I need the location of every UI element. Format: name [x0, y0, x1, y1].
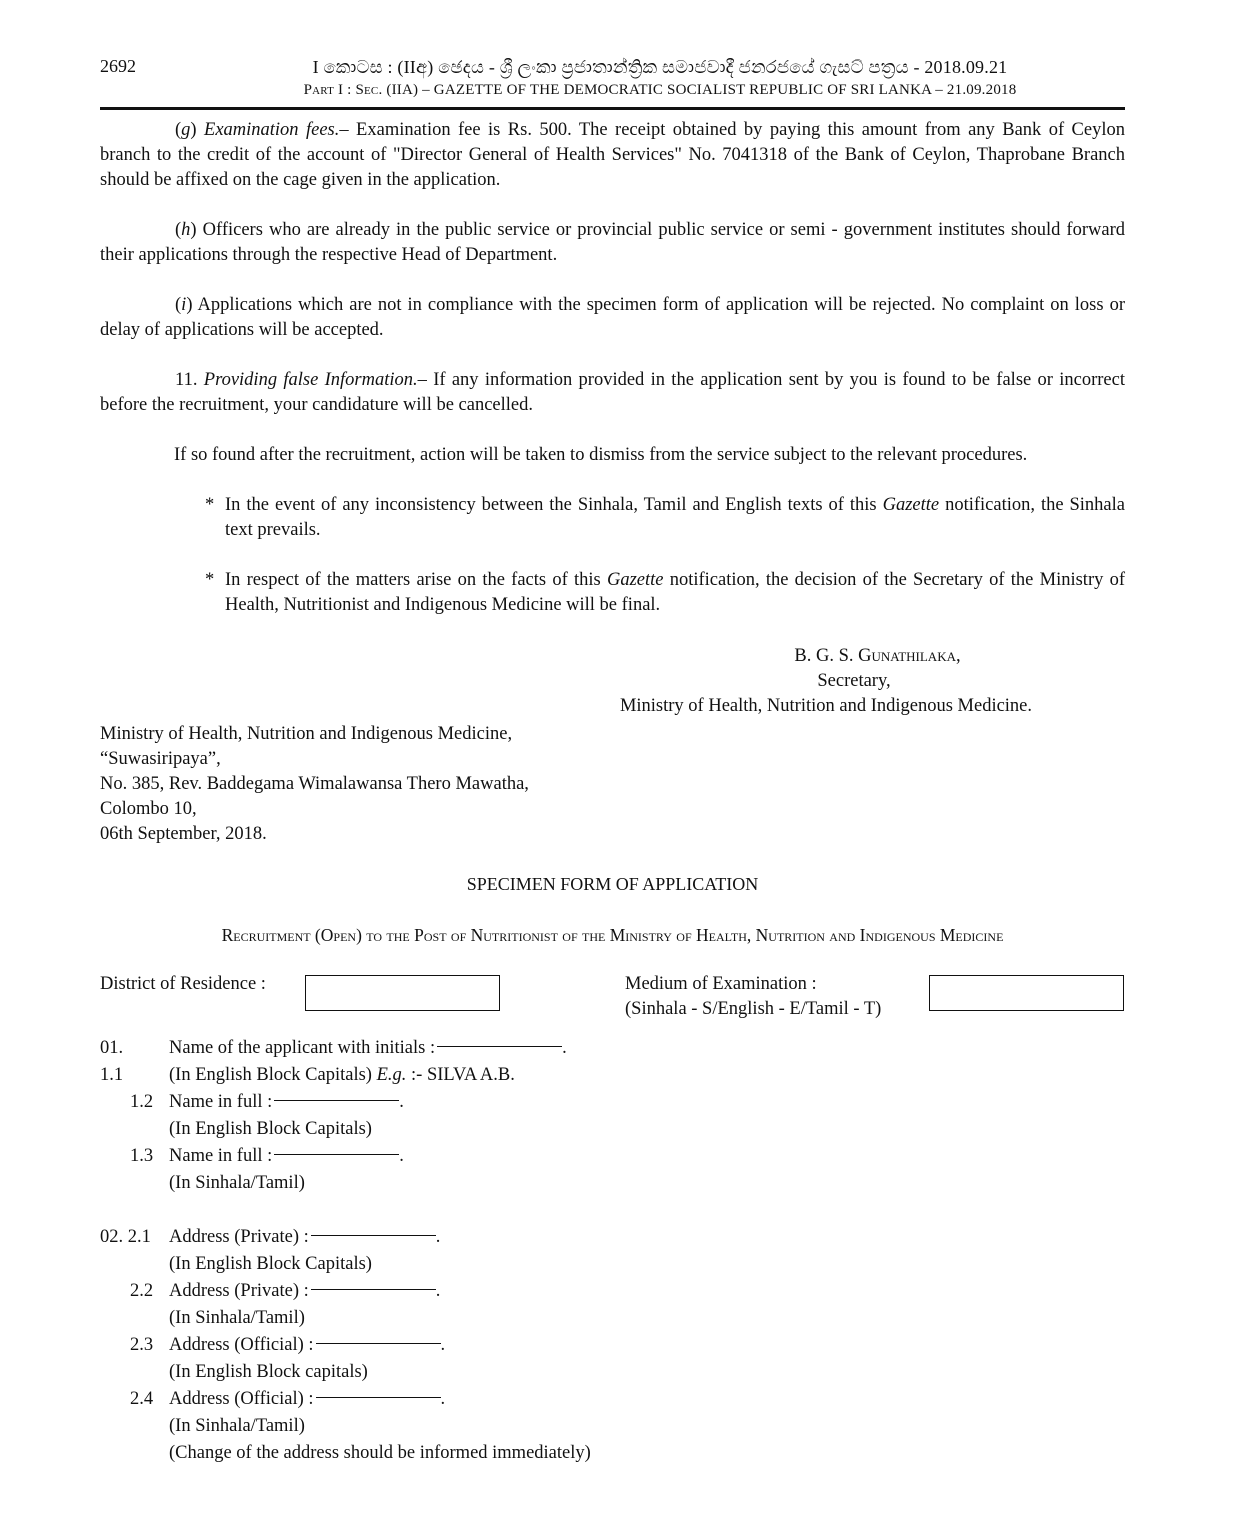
field-number: 1.2: [130, 1092, 154, 1112]
field-2-3-note: (In English Block capitals): [169, 1362, 368, 1382]
field-label: Address (Private) :: [169, 1281, 309, 1301]
field-label: Address (Official) :: [169, 1335, 314, 1355]
name-full-english-blank[interactable]: [274, 1100, 399, 1101]
signature-title: Secretary,: [817, 671, 891, 691]
bullet-inconsistency: [205, 493, 1125, 543]
header-english: Part I : Sec. (IIA) – GAZETTE OF THE DEMOCRATIC SOCIALIST REPUBLIC OF SRI LANKA – 21.09.2018: [303, 82, 1017, 98]
field-2-2: 2.2 Address (Private) : .: [130, 1281, 441, 1301]
field-2-2-note: (In Sinhala/Tamil): [169, 1308, 305, 1328]
field-1-2: 1.2 Name in full : .: [130, 1092, 404, 1112]
field-number: 2.2: [130, 1281, 154, 1301]
paragraph-g-text: – Examination fee is Rs. 500. The receipt obtained by paying this amount from any Bank of Ceylon branch to the credit of the account of "Director General of Health Services" No. 7041318 of the Bank of Ceylon, Thaprobane Branch should be affixed on the cage given in the application.: [100, 120, 1125, 190]
address-block: [100, 722, 529, 847]
field-2-4-note-change: (Change of the address should be informed immediately): [169, 1443, 591, 1463]
field-number: 2.3: [130, 1335, 154, 1355]
field-number: 02. 2.1: [100, 1227, 151, 1247]
bullet-text: In the event of any inconsistency between the Sinhala, Tamil and English texts of this: [225, 495, 883, 515]
gazette-page: 2692 I කොටස : (IIඅ) ඡෙදය - ශ්‍රී ලංකා ප්‍රජාතාන්ත්‍රික සමාජවාදී ජනරජයේ ගැසට් පත්‍රය - 2018.09.21 Part I : Sec. (IIA) – GAZETTE OF THE DEMOCRATIC SOCIALIST REPUBLIC OF SRI LANKA – 21.09.2018 (g) Examination fees.– Examination fee is Rs. 500. The receipt obtained by paying this amount from any Bank of Ceylon branch to the credit of the account of "Director General of Health Services" No. 7041318 of the Bank of Ceylon, Thaprobane Branch should be affixed on the cage given in the application. (h) Officers who are already in the public service or provincial public service or semi - government institutes should forward their applications through the respective Head of Department. (i) Applications which are not in compliance with the specimen form of application will be rejected. No complaint on loss or delay of applications will be accepted. 11. Providing false Information.– If any information provided in the application sent by you is found to be false or incorrect before the recruitment, your candidature will be cancelled. If so found after the recruitment, action will be taken to dismiss from the service subject to the relevant procedures. * In the event of any inconsistency between the Sinhala, Tamil and English texts of this Gazette notification, the Sinhala text prevails. * In respect of the matters arise on the facts of this Gazette notification, the decision of the Secretary of the Ministry of Health, Nutritionist and Indigenous Medicine will be final. B. G. S. Gunathilaka, Secretary, Ministry of Health, Nutrition and Indigenous Medicine. Ministry of Health, Nutrition and Indigenous Medicine, “Suwasiripaya”, No. 385, Rev. Baddegama Wimalawansa Thero Mawatha, Colombo 10, 06th September, 2018. SPECIMEN FORM OF APPLICATION Recruitment (Open) to the Post of Nutritionist of the Ministry of Health, Nutrition and Indigenous Medicine District of Residence : Medium of Examination : (Sinhala - S/English - E/Tamil - T) 01. 1.1 Name of the applicant with initials : . (In English Block Capitals) E.g. :- SILVA A.B. 1.2 Name in full : . (In English Block Capitals) 1.3 Name in full : . (In Sinhala/Tamil) 02. 2.1 Address (Private) : . (In English Block Capitals) 2.2 Address (Private) : . (In Sinhala/Tamil) 2.3 Address (Official) : . (In English Block capitals) 2.4 Address (Official) : . (In Sinhala/Tamil) (Change of the address should be informed immediately): [0, 0, 1239, 1535]
signature-name: B. G. S. Gunathilaka,: [794, 646, 961, 666]
field-number: 1.3: [130, 1146, 154, 1166]
address-private-sinhala-blank[interactable]: [311, 1289, 436, 1290]
dismiss-paragraph: If so found after the recruitment, action will be taken to dismiss from the service subject to the relevant procedures.: [174, 445, 1028, 465]
header-rule: [100, 107, 1125, 110]
form-subtitle: Recruitment (Open) to the Post of Nutritionist of the Ministry of Health, Nutrition and Indigenous Medicine: [221, 925, 1004, 945]
bullet-star: *: [205, 495, 215, 515]
address-line: “Suwasiripaya”,: [100, 749, 221, 769]
address-line: Colombo 10,: [100, 799, 197, 819]
field-2-1-note: (In English Block Capitals): [169, 1254, 372, 1274]
paragraph-h: (h) Officers who are already in the public service or provincial public service or semi - government institutes should forward their applications through the respective Head of Department.: [100, 220, 1125, 265]
paragraph-i-text: Applications which are not in compliance with the specimen form of application will be rejected. No complaint on loss or delay of applications will be accepted.: [100, 295, 1125, 340]
field-1-3-note: (In Sinhala/Tamil): [169, 1173, 305, 1193]
field-1-1-note: (In English Block Capitals) E.g. :- SILVA A.B.: [169, 1065, 515, 1085]
paragraph-h-text: Officers who are already in the public service or provincial public service or semi - government institutes should forward their applications through the respective Head of Department.: [100, 220, 1125, 265]
medium-note: (Sinhala - S/English - E/Tamil - T): [625, 999, 882, 1019]
paragraph-g: (g) Examination fees.– Examination fee is Rs. 500. The receipt obtained by paying this amount from any Bank of Ceylon branch to the credit of the account of "Director General of Health Services" No. 7041318 of the Bank of Ceylon, Thaprobane Branch should be affixed on the cage given in the application.: [100, 120, 1125, 190]
bullet-text-end: notification, the decision of the Secretary of the Ministry of Health, Nutritionist and Indigenous Medicine will be final.: [225, 570, 1126, 615]
district-box[interactable]: [305, 975, 500, 1011]
address-official-english-blank[interactable]: [316, 1343, 441, 1344]
form-title: SPECIMEN FORM OF APPLICATION: [466, 874, 759, 894]
name-full-sinhala-blank[interactable]: [274, 1154, 399, 1155]
address-line: Ministry of Health, Nutrition and Indigenous Medicine,: [100, 724, 513, 744]
bullet-decision: [205, 568, 1125, 618]
address-private-english-blank[interactable]: [311, 1235, 436, 1236]
paragraph-i: (i) Applications which are not in compliance with the specimen form of application will be rejected. No complaint on loss or delay of applications will be accepted.: [100, 295, 1125, 340]
field-label: Name in full :: [169, 1146, 273, 1166]
field-1-2-note: (In English Block Capitals): [169, 1119, 372, 1139]
name-initials-blank[interactable]: [437, 1046, 562, 1047]
field-number: 2.4: [130, 1389, 154, 1409]
field-2-4-note: (In Sinhala/Tamil): [169, 1416, 305, 1436]
section-11-number: 11.: [175, 370, 204, 390]
medium-label: Medium of Examination :: [625, 974, 817, 994]
bullet-emphasis: Gazette: [606, 570, 664, 590]
field-label: Name of the applicant with initials :: [169, 1038, 436, 1058]
section-11: [100, 368, 1125, 418]
field-2-4: 2.4 Address (Official) : .: [130, 1389, 446, 1409]
paragraph-i-letter: i: [181, 295, 187, 315]
field-label: Name in full :: [169, 1092, 273, 1112]
bullet-emphasis: Gazette: [882, 495, 940, 515]
page-number: 2692: [100, 56, 136, 76]
district-label: District of Residence :: [100, 974, 266, 994]
paragraph-g-letter: g: [181, 120, 191, 140]
address-date: 06th September, 2018.: [100, 824, 267, 844]
section-11-text: – If any information provided in the application sent by you is found to be false or incorrect before the recruitment, your candidature will be cancelled.: [100, 370, 1125, 415]
bullet-text: In respect of the matters arise on the facts of this: [225, 570, 607, 590]
signature-ministry: Ministry of Health, Nutrition and Indigenous Medicine.: [619, 696, 1033, 716]
address-line: No. 385, Rev. Baddegama Wimalawansa Thero Mawatha,: [100, 774, 529, 794]
bullet-star: *: [205, 570, 215, 590]
paragraph-h-letter: h: [181, 220, 191, 240]
address-official-sinhala-blank[interactable]: [316, 1397, 441, 1398]
field-1-3: 1.3 Name in full : .: [130, 1146, 404, 1166]
section-11-title: Providing false Information.: [203, 370, 418, 390]
field-label: Address (Official) :: [169, 1389, 314, 1409]
field-number: 01. 1.1: [100, 1038, 124, 1085]
bullet-text-end: notification, the Sinhala text prevails.: [225, 495, 1125, 540]
paragraph-g-title: Examination fees.: [204, 120, 340, 140]
header-sinhala: I කොටස : (IIඅ) ඡෙදය - ශ්‍රී ලංකා ප්‍රජාතාන්ත්‍රික සමාජවාදී ජනරජයේ ගැසට් පත්‍රය - 2018.09.21: [312, 57, 1008, 77]
field-label: Address (Private) :: [169, 1227, 309, 1247]
medium-box[interactable]: [929, 975, 1124, 1011]
field-2-3: 2.3 Address (Official) : .: [130, 1335, 446, 1355]
